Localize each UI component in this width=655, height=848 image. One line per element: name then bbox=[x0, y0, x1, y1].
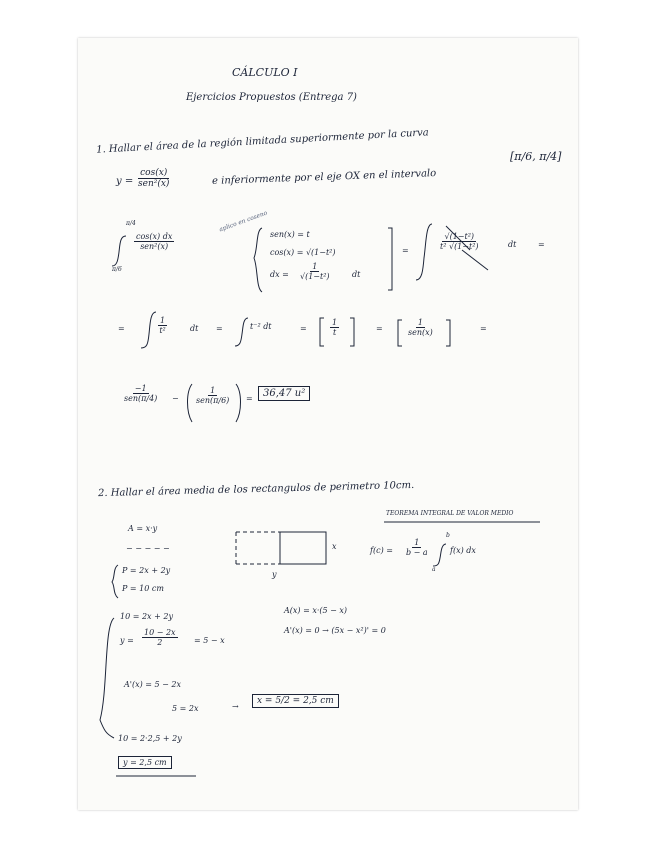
curve-denominator: sen²(x) bbox=[138, 179, 170, 189]
rectangle-sketch bbox=[280, 532, 326, 564]
theorem-title: TEOREMA INTEGRAL DE VALOR MEDIO bbox=[386, 510, 514, 517]
subst-3-rhs: dt bbox=[352, 270, 361, 279]
eq-2-lhs: y = bbox=[120, 636, 134, 645]
brace-perimeter bbox=[112, 565, 118, 598]
int1-upper: π/4 bbox=[126, 220, 136, 227]
step5-numerator: 1 bbox=[332, 318, 338, 327]
integral-sign-3 bbox=[141, 312, 156, 348]
y-result: y = 2,5 cm bbox=[118, 756, 172, 769]
step6-fraction bbox=[408, 318, 433, 337]
eq-2-denominator: 2 bbox=[157, 638, 163, 647]
step3-fraction bbox=[158, 316, 167, 335]
final-b-denominator: sen(π/6) bbox=[196, 396, 230, 405]
step3-rhs: dt bbox=[190, 324, 199, 333]
step2-rhs: dt bbox=[508, 240, 517, 249]
step3-denominator: t² bbox=[159, 326, 166, 335]
minus-sign: − bbox=[172, 394, 179, 403]
cancel-mark-2 bbox=[462, 250, 488, 270]
interval: [π/6, π/4] bbox=[510, 150, 562, 163]
step5-denominator: t bbox=[332, 328, 337, 337]
integral-sign-4 bbox=[235, 318, 248, 346]
eq-2-numerator: 10 − 2x bbox=[144, 628, 176, 637]
equals-7: = bbox=[480, 324, 487, 333]
page-title: CÁLCULO I bbox=[232, 66, 298, 79]
dashes: − − − − − bbox=[126, 544, 170, 553]
derivative: A'(x) = 5 − 2x bbox=[124, 680, 181, 689]
answer-1: 36,47 u² bbox=[258, 386, 310, 401]
theorem-denominator: b − a bbox=[406, 548, 428, 557]
equals-5: = bbox=[300, 324, 307, 333]
area-formula: A = x·y bbox=[128, 524, 158, 533]
step3-numerator: 1 bbox=[160, 316, 166, 325]
subst-1: sen(x) = t bbox=[270, 230, 310, 239]
step2-fraction bbox=[440, 232, 479, 251]
problem1-statement: 1. Hallar el área de la región limitada superiormente por la curva bbox=[95, 127, 430, 156]
rect-label-x: x bbox=[332, 542, 337, 551]
final-a-denominator: sen(π/4) bbox=[124, 394, 158, 403]
perimeter-value: P = 10 cm bbox=[122, 584, 164, 593]
equals-2: = bbox=[538, 240, 545, 249]
back-substitution: 10 = 2·2,5 + 2y bbox=[118, 734, 182, 743]
rect-label-y: y bbox=[272, 570, 277, 579]
subst-3-numerator: 1 bbox=[312, 262, 318, 271]
subst-3-denominator: √(1−t²) bbox=[300, 272, 330, 281]
equals-6: = bbox=[376, 324, 383, 333]
eq-2-rhs: = 5 − x bbox=[194, 636, 225, 645]
problem2-statement: 2. Hallar el área media de los rectangulos de perimetro 10cm. bbox=[97, 479, 415, 500]
equals-3: = bbox=[118, 324, 125, 333]
curve-fraction bbox=[138, 168, 169, 189]
curve-lhs: y = bbox=[116, 176, 134, 187]
subst-3-fraction bbox=[300, 262, 330, 281]
theorem-lower: a bbox=[432, 566, 436, 573]
problem1-statement-2: e inferiormente por el eje OX en el intervalo bbox=[211, 168, 437, 187]
x-result: x = 5/2 = 2,5 cm bbox=[252, 694, 339, 708]
page-subtitle: Ejercicios Propuestos (Entrega 7) bbox=[186, 92, 357, 103]
eq-1: 10 = 2x + 2y bbox=[120, 612, 173, 621]
area-function: A(x) = x·(5 − x) bbox=[284, 606, 348, 615]
solve-arrow: → bbox=[232, 702, 239, 711]
final-b-fraction bbox=[196, 386, 229, 405]
int1-numerator: cos(x) dx bbox=[136, 232, 173, 241]
int1-denominator: sen²(x) bbox=[140, 242, 169, 251]
solve: 5 = 2x bbox=[172, 704, 199, 713]
step6-numerator: 1 bbox=[417, 318, 423, 327]
theorem-numerator: 1 bbox=[414, 538, 420, 547]
paren-close bbox=[236, 384, 241, 422]
equals-8: = bbox=[246, 394, 253, 403]
equals-4: = bbox=[216, 324, 223, 333]
step2-denominator: t² √(1−t²) bbox=[440, 242, 479, 251]
subst-3-lhs: dx = bbox=[270, 270, 289, 279]
closing-bracket bbox=[388, 228, 392, 290]
brace-large bbox=[100, 618, 114, 738]
integral-sign-2 bbox=[416, 224, 432, 280]
step2-numerator: √(1−t²) bbox=[444, 232, 475, 241]
theorem-fraction bbox=[406, 538, 428, 557]
theorem-upper: b bbox=[446, 532, 450, 539]
int1-fraction bbox=[134, 232, 174, 251]
margin-note: aplico en coseno bbox=[218, 209, 269, 234]
theorem-integral bbox=[433, 544, 446, 566]
step5-fraction bbox=[330, 318, 339, 337]
derivative-zero: A'(x) = 0 → (5x − x²)' = 0 bbox=[284, 626, 386, 635]
curve-numerator: cos(x) bbox=[140, 168, 168, 178]
equals-1: = bbox=[402, 246, 409, 255]
integral-sign-1 bbox=[112, 236, 126, 266]
perimeter-formula: P = 2x + 2y bbox=[122, 566, 171, 575]
step6-denominator: sen(x) bbox=[408, 328, 433, 337]
paren-open bbox=[188, 384, 193, 422]
theorem-rhs: f(x) dx bbox=[450, 546, 476, 555]
theorem-lhs: f(c) = bbox=[370, 546, 393, 555]
rectangle-dashed bbox=[236, 532, 280, 564]
final-a-fraction bbox=[124, 384, 157, 403]
subst-2: cos(x) = √(1−t²) bbox=[270, 248, 336, 257]
substitution-brace bbox=[254, 228, 262, 292]
int1-lower: π/6 bbox=[112, 266, 122, 273]
step4: t⁻² dt bbox=[250, 322, 272, 331]
final-b-numerator: 1 bbox=[210, 386, 216, 395]
eq-2-fraction bbox=[142, 628, 178, 647]
final-a-numerator: −1 bbox=[134, 384, 147, 393]
